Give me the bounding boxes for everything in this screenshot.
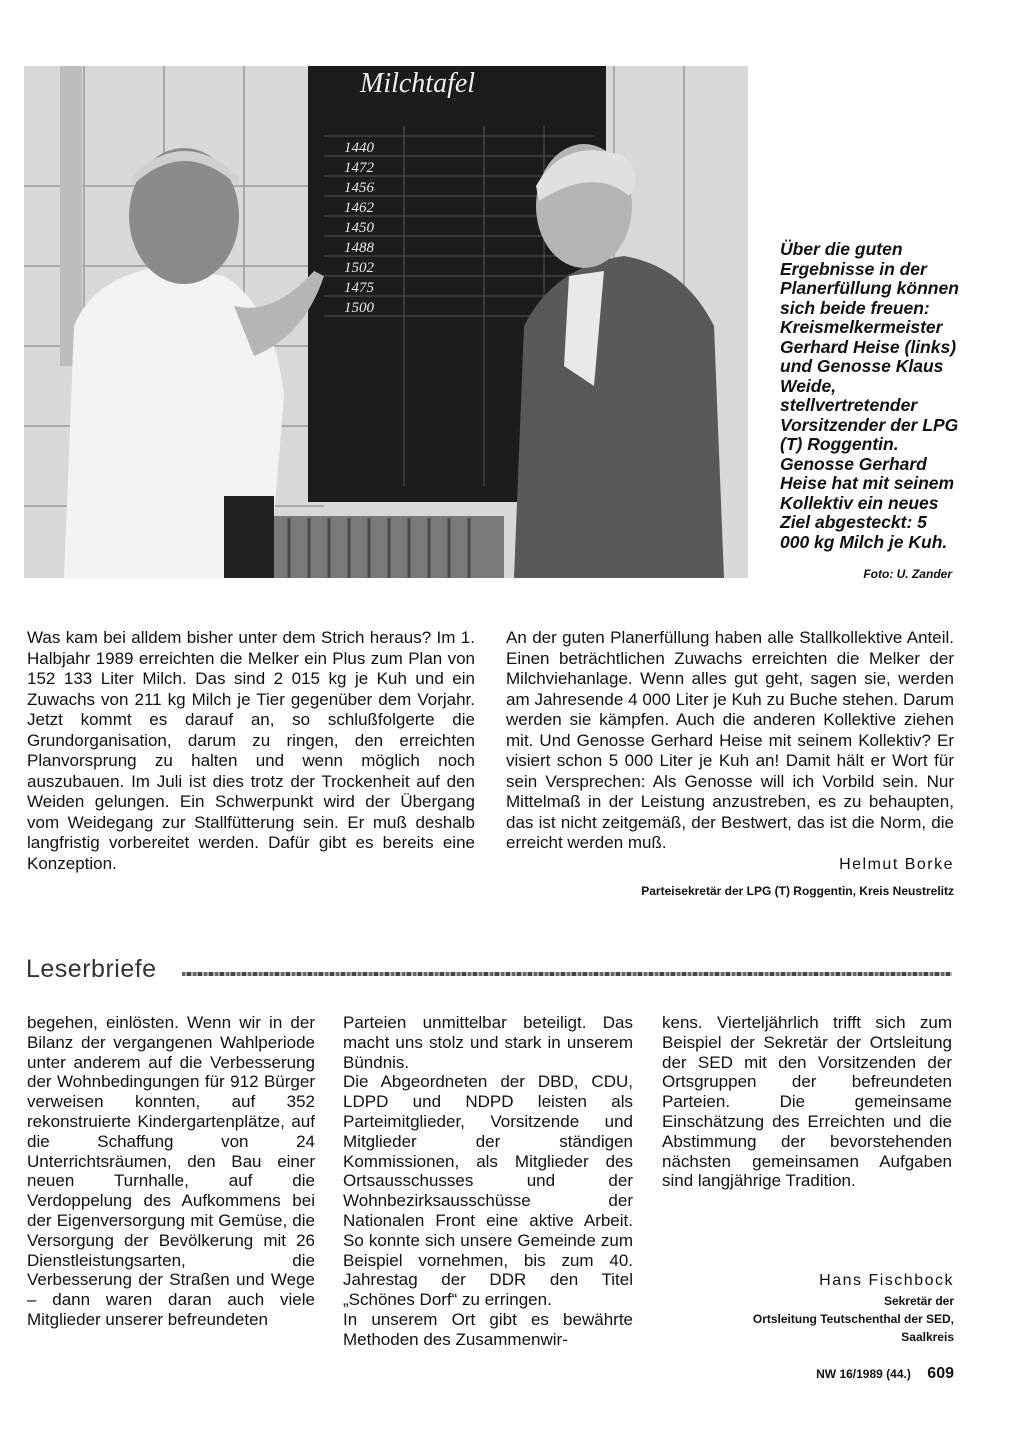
article-left-text: Was kam bei alldem bisher unter dem Strich heraus? Im 1. Halbjahr 1989 erreichten die Melker ein Plus zum Plan von 152 133 Liter Milch. Das sind 2 015 kg je Kuh und ein Zuwachs von 211 kg Milch je Tier gegenüber dem Vorjahr. Jetzt kommt es darauf an, so schlußfolgerte die Grundorganisation, darum zu ringen, den erreichten Planvorsprung zu halten und wenn möglich noch auszubauen. Im Juli ist dies trotz der Trockenheit auf den Weiden gelungen. Ein Schwerpunkt wird der Übergang vom Weidegang zur Stallfütterung sein. Er muß deshalb langfristig vorbereitet werden. Dafür gibt es bereits eine Konzeption.	[27, 628, 475, 873]
page-number: 609	[927, 1365, 954, 1382]
letters-column-3	[662, 1013, 952, 1191]
board-value: 1472	[344, 160, 374, 176]
section-rule	[182, 972, 952, 976]
photo-credit: Foto: U. Zander	[863, 567, 952, 581]
board-value: 1456	[344, 180, 374, 196]
board-value: 1502	[344, 260, 374, 276]
letters-column-1	[27, 1013, 315, 1330]
letters-col1-text: begehen, einlösten. Wenn wir in der Bilanz der vergangenen Wahlperiode unter anderem auf die Verbesserung der Wohnbedingungen für 912 Bürger verweisen konnten, auf 352 rekonstruierte Kindergartenplätze, auf die Schaffung von 24 Unterrichtsräumen, den Bau einer neuen Turnhalle, auf die Verdoppelung des Aufkommens bei der Eigenversorgung mit Gemüse, die Versorgung der Bevölkerung mit 26 Dienstleistungsarten, die Verbesserung der Straßen und Wege – dann waren daran auch viele Mitglieder unserer befreundeten	[27, 1013, 315, 1329]
letters-author-block	[750, 1272, 954, 1344]
article-right-column	[506, 628, 954, 902]
letters-author-title-3: Saalkreis	[901, 1330, 954, 1344]
article-right-text: An der guten Planerfüllung haben alle Stallkollektive Anteil. Einen beträchtlichen Zuwachs erreichten die Melker der Milchviehanlage. Wenn alles gut geht, sagen sie, werden am Jahresende 4 000 Liter je Kuh zu Buche stehen. Darum werden sie kämpfen. Auch die anderen Kollektive ziehen mit. Und Genosse Gerhard Heise mit seinem Kollektiv? Er visiert schon 5 000 Liter je Kuh an! Damit hält er Wort für sein Versprechen: Als Genosse will ich Vorbild sein. Nur Mittelmaß in der Leistung anzustreben, es zu behaupten, das ist nicht zeitgemäß, der Bestwert, das ist die Norm, die erreicht werden muß.	[506, 628, 954, 852]
board-value: 1440	[344, 140, 374, 156]
letters-col2-para1: Parteien unmittelbar beteiligt. Das macht uns stolz und stark in unserem Bündnis.	[343, 1013, 633, 1072]
issue-reference: NW 16/1989 (44.)	[816, 1367, 911, 1381]
letters-col2-para2: Die Abgeordneten der DBD, CDU, LDPD und NDPD leisten als Parteimitglieder, Vorsitzende und Mitglieder der ständigen Kommissionen, als Mitglieder des Ortsausschusses und der Wohnbezirksausschüsse der Nationalen Front eine aktive Arbeit. So konnte sich unsere Gemeinde zum Beispiel vornehmen, bis zum 40. Jahrestag der DDR den Titel „Schönes Dorf“ zu erringen.	[343, 1072, 633, 1310]
article-author: Helmut Borke	[839, 855, 954, 873]
caption-text: Über die guten Ergebnisse in der Planerfüllung können sich beide freuen: Kreismelkermeister Gerhard Heise (links) und Genosse Klaus Weide, stellvertretender Vorsitzender der LPG (T) Roggentin. Genosse Gerhard Heise hat mit seinem Kollektiv ein neues Ziel abgesteckt: 5 000 kg Milch je Kuh.	[780, 239, 959, 552]
article-author-title: Parteisekretär der LPG (T) Roggentin, Kreis Neustrelitz	[641, 884, 954, 898]
letters-col3-text: kens. Vierteljährlich trifft sich zum Beispiel der Sekretär der Ortsleitung der SED mit den Vorsitzenden der Ortsgruppen der befreundeten Parteien. Die gemeinsame Einschätzung des Erreichten und die Abstimmung der bevorstehenden nächsten gemeinsamen Aufgaben sind langjährige Tradition.	[662, 1013, 952, 1191]
board-value: 1500	[344, 300, 374, 316]
photo-caption	[780, 240, 960, 552]
photo-scene	[24, 66, 748, 578]
article-left-column	[27, 628, 475, 874]
board-value: 1450	[344, 220, 374, 236]
article-photo	[24, 66, 748, 578]
letters-column-2	[343, 1013, 633, 1350]
letters-author: Hans Fischbock	[819, 1272, 954, 1289]
board-value: 1475	[344, 280, 374, 296]
section-title: Leserbriefe	[26, 955, 157, 983]
chalkboard-heading: Milchtafel	[360, 68, 476, 99]
letters-col2-para3: In unserem Ort gibt es bewährte Methoden des Zusammenwir-	[343, 1309, 633, 1349]
letters-author-title-1: Sekretär der	[883, 1294, 954, 1308]
letters-author-title-2: Ortsleitung Teutschenthal der SED,	[752, 1312, 954, 1326]
board-value: 1488	[344, 240, 374, 256]
page-footer	[752, 1365, 954, 1383]
board-value: 1462	[344, 200, 374, 216]
